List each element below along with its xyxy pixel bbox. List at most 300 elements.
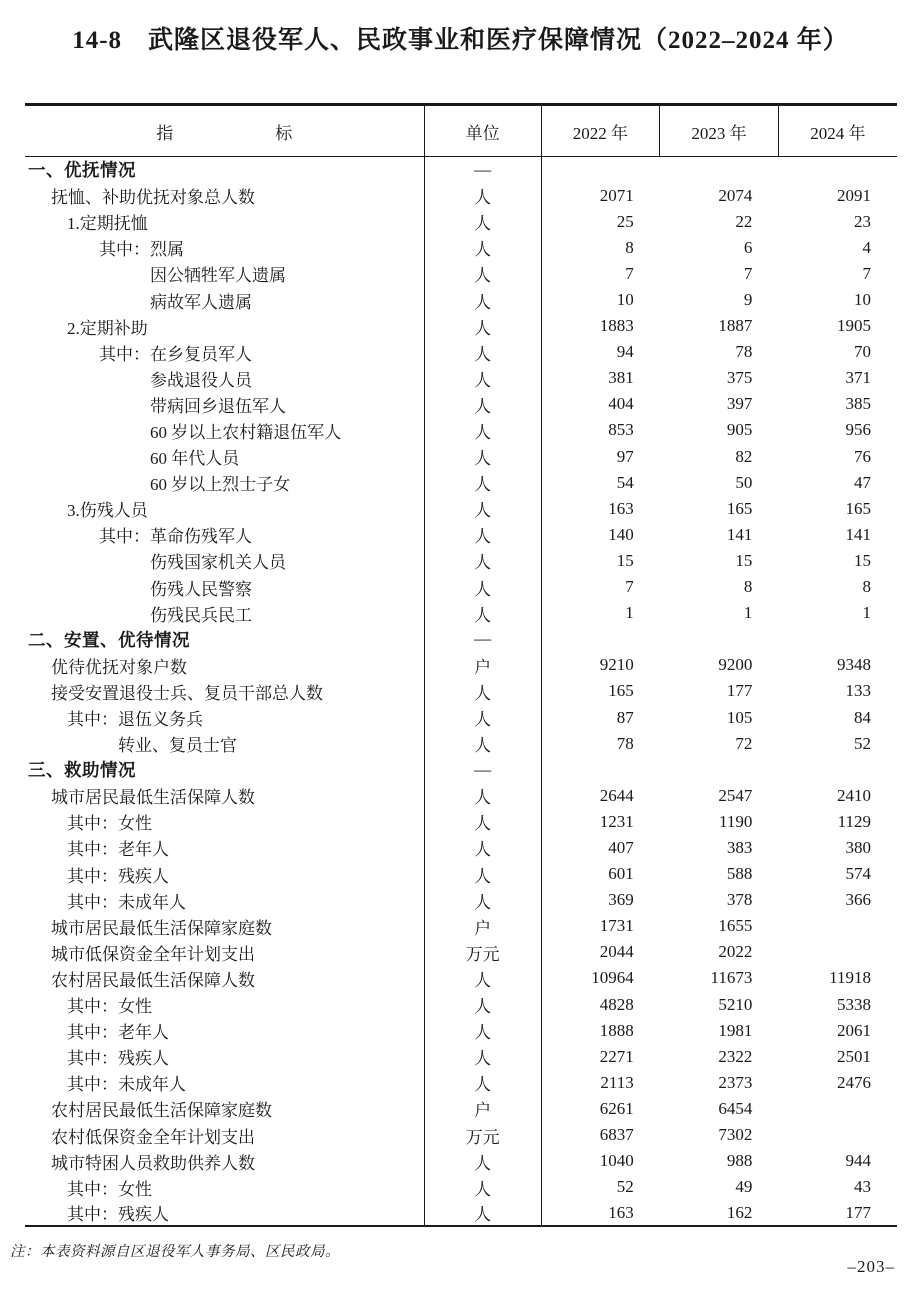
unit-cell: —: [424, 757, 541, 783]
value-2023-cell: 49: [735, 1177, 753, 1197]
indicator-label: 其中：未成年人: [67, 1075, 186, 1095]
unit-cell: 人: [424, 1044, 541, 1070]
header-year-2022: 2022 年: [541, 105, 660, 157]
unit-cell: 人: [424, 313, 541, 339]
value-2022-cell: 54: [616, 472, 634, 492]
indicator-label: 60 年代人员: [150, 449, 240, 469]
value-2022-cell: 7: [625, 577, 634, 597]
value-2023-cell: 1981: [718, 1020, 753, 1040]
indicator-label: 2.定期补助: [67, 318, 148, 338]
table-row: [25, 548, 897, 574]
unit-cell: 人: [424, 183, 541, 209]
page-title: 14-8 武隆区退役军人、民政事业和医疗保障情况（2022–2024 年）: [72, 27, 849, 54]
value-2022-cell: 404: [608, 394, 634, 414]
value-2022-cell: 4828: [599, 994, 634, 1014]
unit-cell: 人: [424, 287, 541, 313]
table-row: [25, 1200, 897, 1226]
value-2023-cell: 2022: [718, 942, 753, 962]
table-row: [25, 235, 897, 261]
indicator-cell: [25, 391, 424, 417]
indicator-cell: [25, 965, 424, 991]
unit-cell: —: [424, 626, 541, 652]
value-2022-cell: 2271: [599, 1046, 634, 1066]
value-2023-cell: 8: [743, 577, 753, 597]
indicator-cell: [25, 470, 424, 496]
table-row: [25, 339, 897, 365]
indicator-cell: [25, 1174, 424, 1200]
value-2022-cell: 25: [616, 211, 634, 231]
value-2024-cell: [778, 1122, 897, 1148]
indicator-label: 一、优抚情况: [28, 160, 136, 181]
value-2023-cell: 7: [743, 263, 753, 283]
value-2022-cell: 87: [616, 707, 634, 727]
indicator-label: 伤残人民警察: [150, 579, 252, 599]
header-indicator: [25, 105, 424, 157]
indicator-cell: [25, 835, 424, 861]
value-2024-cell: 385: [845, 394, 871, 414]
unit-cell: 人: [424, 731, 541, 757]
unit-cell: 人: [424, 1148, 541, 1174]
value-2022-cell: 1731: [599, 916, 634, 936]
table-row: [25, 574, 897, 600]
value-2022-cell: 163: [608, 1202, 634, 1222]
table-row: [25, 1122, 897, 1148]
indicator-cell: [25, 261, 424, 287]
indicator-cell: [25, 1044, 424, 1070]
value-2022-cell: 1231: [599, 811, 634, 831]
unit-cell: 人: [424, 1018, 541, 1044]
value-2023-cell: 177: [726, 681, 753, 701]
indicator-label: 城市低保资金全年计划支出: [51, 944, 255, 964]
value-2024-cell: 177: [845, 1202, 871, 1222]
indicator-label: 农村低保资金全年计划支出: [51, 1127, 255, 1147]
value-2024-cell: 76: [854, 446, 871, 466]
value-2022-cell: 6837: [599, 1125, 634, 1145]
indicator-label: 其中：革命伤残军人: [99, 527, 252, 547]
unit-cell: 人: [424, 417, 541, 443]
value-2023-cell: 9: [743, 290, 753, 310]
indicator-cell: [25, 704, 424, 730]
value-2022-cell: 1888: [599, 1020, 634, 1040]
unit-cell: 人: [424, 365, 541, 391]
table-row: [25, 913, 897, 939]
indicator-cell: [25, 313, 424, 339]
value-2023-cell: 1: [743, 603, 753, 623]
value-2022-cell: 369: [608, 890, 634, 910]
value-2024-cell: 141: [845, 524, 871, 544]
unit-cell: 人: [424, 1174, 541, 1200]
value-2024-cell: 956: [845, 420, 871, 440]
value-2024-cell: 47: [854, 472, 871, 492]
indicator-label: 伤残民兵民工: [150, 605, 252, 625]
value-2023-cell: 162: [726, 1202, 753, 1222]
table-row: [25, 626, 897, 652]
indicator-label: 因公牺牲军人遗属: [150, 266, 286, 286]
indicator-label: 城市特困人员救助供养人数: [51, 1153, 255, 1173]
unit-cell: 人: [424, 391, 541, 417]
table-row: [25, 1096, 897, 1122]
indicator-label: 城市居民最低生活保障家庭数: [51, 918, 272, 938]
indicator-cell: [25, 365, 424, 391]
table-row: [25, 809, 897, 835]
table-row: [25, 939, 897, 965]
value-2023-cell: 375: [726, 368, 753, 388]
table-header: [25, 105, 897, 157]
unit-cell: 人: [424, 783, 541, 809]
unit-cell: 人: [424, 470, 541, 496]
indicator-cell: [25, 209, 424, 235]
table-row: [25, 313, 897, 339]
indicator-label: 二、安置、优待情况: [28, 629, 190, 650]
table-row: [25, 417, 897, 443]
unit-cell: 人: [424, 861, 541, 887]
indicator-label: 城市居民最低生活保障人数: [51, 788, 255, 808]
indicator-cell: [25, 678, 424, 704]
value-2022-cell: 2044: [599, 942, 634, 962]
indicator-label: 其中：在乡复员军人: [99, 344, 252, 364]
value-2022-cell: 10964: [591, 968, 634, 988]
indicator-cell: [25, 1122, 424, 1148]
value-2022-cell: 601: [608, 864, 634, 884]
value-2024-cell: 8: [862, 577, 871, 597]
indicator-cell: [25, 600, 424, 626]
value-2023-cell: 1887: [718, 316, 753, 336]
value-2024-cell: 574: [845, 864, 871, 884]
value-2023-cell: [660, 757, 779, 783]
table-row: [25, 757, 897, 783]
indicator-label: 其中：女性: [67, 1179, 152, 1199]
value-2024-cell: 43: [854, 1177, 871, 1197]
value-2024-cell: 2091: [837, 185, 871, 205]
indicator-label: 优待优抚对象户数: [51, 657, 187, 677]
value-2023-cell: 11673: [710, 968, 753, 988]
table-row: [25, 365, 897, 391]
indicator-cell: [25, 1096, 424, 1122]
value-2024-cell: 23: [854, 211, 871, 231]
value-2022-cell: 381: [608, 368, 634, 388]
value-2023-cell: 105: [726, 707, 753, 727]
indicator-label: 3.伤残人员: [67, 501, 148, 521]
value-2022-cell: 2071: [599, 185, 634, 205]
value-2024-cell: 2410: [837, 785, 871, 805]
value-2023-cell: 6454: [718, 1098, 753, 1118]
value-2022-cell: [541, 757, 660, 783]
indicator-cell: [25, 287, 424, 313]
unit-cell: 人: [424, 339, 541, 365]
value-2023-cell: 1655: [718, 916, 753, 936]
value-2022-cell: 407: [608, 837, 634, 857]
indicator-cell: [25, 652, 424, 678]
value-2024-cell: 165: [845, 498, 871, 518]
indicator-label: 转业、复员士官: [118, 736, 237, 756]
table-row: [25, 992, 897, 1018]
value-2024-cell: [778, 1096, 897, 1122]
indicator-label: 参战退役人员: [150, 370, 252, 390]
indicator-cell: [25, 235, 424, 261]
value-2022-cell: 165: [608, 681, 634, 701]
value-2024-cell: 5338: [837, 994, 871, 1014]
table-row: [25, 678, 897, 704]
indicator-cell: [25, 887, 424, 913]
value-2023-cell: 2074: [718, 185, 753, 205]
indicator-label: 60 岁以上农村籍退伍军人: [150, 422, 342, 442]
value-2024-cell: 52: [854, 733, 871, 753]
table-row: [25, 835, 897, 861]
value-2022-cell: 6261: [599, 1098, 634, 1118]
header-unit: 单位: [424, 105, 541, 157]
value-2022-cell: 15: [616, 550, 634, 570]
indicator-cell: [25, 157, 424, 183]
table-row: [25, 783, 897, 809]
value-2022-cell: 853: [608, 420, 634, 440]
header-year-2023: 2023 年: [660, 105, 779, 157]
value-2023-cell: 2373: [718, 1072, 753, 1092]
value-2024-cell: 1129: [837, 811, 871, 831]
indicator-cell: [25, 913, 424, 939]
table-row: [25, 1148, 897, 1174]
indicator-cell: [25, 626, 424, 652]
table-row: [25, 261, 897, 287]
value-2022-cell: [541, 626, 660, 652]
unit-cell: 户: [424, 913, 541, 939]
value-2023-cell: 7302: [718, 1125, 753, 1145]
value-2022-cell: 1: [625, 603, 634, 623]
unit-cell: 人: [424, 261, 541, 287]
table-row: [25, 965, 897, 991]
unit-cell: 人: [424, 835, 541, 861]
unit-cell: 人: [424, 678, 541, 704]
unit-cell: 人: [424, 1200, 541, 1226]
indicator-label: 其中：残疾人: [67, 1049, 169, 1069]
indicator-cell: [25, 939, 424, 965]
indicator-label: 其中：女性: [67, 997, 152, 1017]
table-row: [25, 861, 897, 887]
indicator-cell: [25, 992, 424, 1018]
value-2024-cell: 380: [845, 837, 871, 857]
value-2023-cell: 72: [735, 733, 753, 753]
value-2022-cell: 78: [616, 733, 634, 753]
value-2023-cell: [660, 157, 779, 183]
value-2023-cell: 9200: [718, 655, 753, 675]
unit-cell: 户: [424, 652, 541, 678]
table-row: [25, 183, 897, 209]
indicator-cell: [25, 731, 424, 757]
value-2024-cell: 366: [845, 890, 871, 910]
value-2024-cell: 9348: [837, 655, 871, 675]
value-2024-cell: 2061: [837, 1020, 871, 1040]
header-year-2024: 2024 年: [778, 105, 897, 157]
table-header-row: [25, 105, 897, 157]
table-row: [25, 287, 897, 313]
value-2024-cell: 133: [845, 681, 871, 701]
unit-cell: 万元: [424, 939, 541, 965]
indicator-label: 其中：残疾人: [67, 866, 169, 886]
indicator-label: 其中：未成年人: [67, 892, 186, 912]
value-2023-cell: 988: [726, 1151, 753, 1171]
unit-cell: 人: [424, 496, 541, 522]
value-2023-cell: 15: [735, 550, 753, 570]
unit-cell: 人: [424, 548, 541, 574]
table-row: [25, 704, 897, 730]
indicator-cell: [25, 861, 424, 887]
table-row: [25, 209, 897, 235]
indicator-label: 三、救助情况: [28, 760, 136, 781]
value-2022-cell: 1883: [599, 316, 634, 336]
value-2024-cell: 15: [854, 550, 871, 570]
table-row: [25, 391, 897, 417]
value-2022-cell: [541, 157, 660, 183]
table-row: [25, 731, 897, 757]
value-2024-cell: [778, 913, 897, 939]
indicator-label: 其中：残疾人: [67, 1205, 169, 1225]
table-row: [25, 887, 897, 913]
indicator-cell: [25, 339, 424, 365]
table-row: [25, 1174, 897, 1200]
value-2022-cell: 8: [625, 237, 634, 257]
indicator-label: 60 岁以上烈士子女: [150, 475, 291, 495]
value-2023-cell: 165: [726, 498, 753, 518]
value-2022-cell: 10: [616, 290, 634, 310]
value-2022-cell: 2644: [599, 785, 634, 805]
value-2024-cell: 10: [854, 290, 871, 310]
value-2024-cell: 1: [862, 603, 871, 623]
value-2022-cell: 163: [608, 498, 634, 518]
value-2023-cell: 141: [726, 524, 753, 544]
value-2024-cell: 2501: [837, 1046, 871, 1066]
indicator-cell: [25, 496, 424, 522]
indicator-label: 农村居民最低生活保障家庭数: [51, 1101, 272, 1121]
value-2024-cell: 944: [845, 1151, 871, 1171]
page-number: –203–: [847, 1257, 895, 1276]
value-2022-cell: 140: [608, 524, 634, 544]
value-2024-cell: 7: [862, 263, 871, 283]
table-row: [25, 496, 897, 522]
unit-cell: 人: [424, 209, 541, 235]
table-row: [25, 157, 897, 183]
value-2024-cell: 371: [845, 368, 871, 388]
indicator-label: 其中：女性: [67, 814, 152, 834]
value-2023-cell: [660, 626, 779, 652]
value-2023-cell: 2547: [718, 785, 753, 805]
value-2024-cell: [778, 157, 897, 183]
header-indicator-label: 指标: [156, 123, 395, 143]
unit-cell: 户: [424, 1096, 541, 1122]
unit-cell: —: [424, 157, 541, 183]
table-row: [25, 470, 897, 496]
value-2023-cell: 78: [735, 342, 753, 362]
table-body: [25, 157, 897, 1227]
table-row: [25, 600, 897, 626]
unit-cell: 人: [424, 965, 541, 991]
unit-cell: 人: [424, 1070, 541, 1096]
value-2024-cell: [778, 757, 897, 783]
unit-cell: 人: [424, 235, 541, 261]
indicator-cell: [25, 548, 424, 574]
indicator-cell: [25, 522, 424, 548]
indicator-label: 抚恤、补助优抚对象总人数: [51, 188, 255, 208]
indicator-cell: [25, 757, 424, 783]
indicator-cell: [25, 444, 424, 470]
value-2022-cell: 2113: [600, 1072, 634, 1092]
value-2024-cell: 70: [854, 342, 871, 362]
value-2024-cell: [778, 626, 897, 652]
table-row: [25, 1018, 897, 1044]
indicator-cell: [25, 183, 424, 209]
indicator-label: 农村居民最低生活保障人数: [51, 970, 255, 990]
indicator-cell: [25, 783, 424, 809]
indicator-label: 带病回乡退伍军人: [150, 396, 286, 416]
unit-cell: 人: [424, 704, 541, 730]
unit-cell: 人: [424, 887, 541, 913]
table-row: [25, 522, 897, 548]
value-2023-cell: 5210: [718, 994, 753, 1014]
indicator-cell: [25, 1200, 424, 1226]
indicator-label: 其中：老年人: [67, 1023, 169, 1043]
value-2023-cell: 905: [726, 420, 753, 440]
value-2023-cell: 397: [726, 394, 753, 414]
table-row: [25, 444, 897, 470]
value-2022-cell: 7: [625, 263, 634, 283]
value-2024-cell: 11918: [829, 968, 871, 988]
unit-cell: 人: [424, 444, 541, 470]
value-2024-cell: 84: [854, 707, 871, 727]
unit-cell: 人: [424, 809, 541, 835]
indicator-label: 接受安置退役士兵、复员干部总人数: [51, 683, 323, 703]
value-2023-cell: 82: [735, 446, 753, 466]
value-2023-cell: 50: [735, 472, 753, 492]
value-2024-cell: [778, 939, 897, 965]
indicator-cell: [25, 1070, 424, 1096]
table-row: [25, 1044, 897, 1070]
value-2023-cell: 378: [726, 890, 753, 910]
indicator-cell: [25, 417, 424, 443]
table-row: [25, 652, 897, 678]
indicator-cell: [25, 1148, 424, 1174]
value-2023-cell: 588: [726, 864, 753, 884]
value-2024-cell: 2476: [837, 1072, 871, 1092]
value-2023-cell: 22: [735, 211, 753, 231]
indicator-cell: [25, 574, 424, 600]
value-2022-cell: 9210: [599, 655, 634, 675]
indicator-label: 其中：退伍义务兵: [67, 710, 203, 730]
value-2024-cell: 1905: [837, 316, 871, 336]
indicator-label: 病故军人遗属: [150, 292, 252, 312]
value-2023-cell: 6: [743, 237, 753, 257]
indicator-cell: [25, 809, 424, 835]
indicator-label: 其中：烈属: [99, 240, 184, 260]
indicator-label: 1.定期抚恤: [67, 214, 148, 234]
value-2022-cell: 94: [616, 342, 634, 362]
value-2023-cell: 2322: [718, 1046, 753, 1066]
unit-cell: 人: [424, 992, 541, 1018]
unit-cell: 万元: [424, 1122, 541, 1148]
unit-cell: 人: [424, 522, 541, 548]
unit-cell: 人: [424, 600, 541, 626]
value-2022-cell: 97: [616, 446, 634, 466]
value-2023-cell: 383: [726, 837, 753, 857]
source-note: 注：本表资料源自区退役军人事务局、区民政局。: [10, 1244, 340, 1260]
statistics-table: [25, 103, 897, 1227]
value-2022-cell: 52: [616, 1177, 634, 1197]
table-row: [25, 1070, 897, 1096]
indicator-cell: [25, 1018, 424, 1044]
indicator-label: 其中：老年人: [67, 840, 169, 860]
value-2023-cell: 1190: [718, 811, 753, 831]
value-2022-cell: 1040: [599, 1151, 634, 1171]
unit-cell: 人: [424, 574, 541, 600]
indicator-label: 伤残国家机关人员: [150, 553, 286, 573]
value-2024-cell: 4: [862, 237, 871, 257]
